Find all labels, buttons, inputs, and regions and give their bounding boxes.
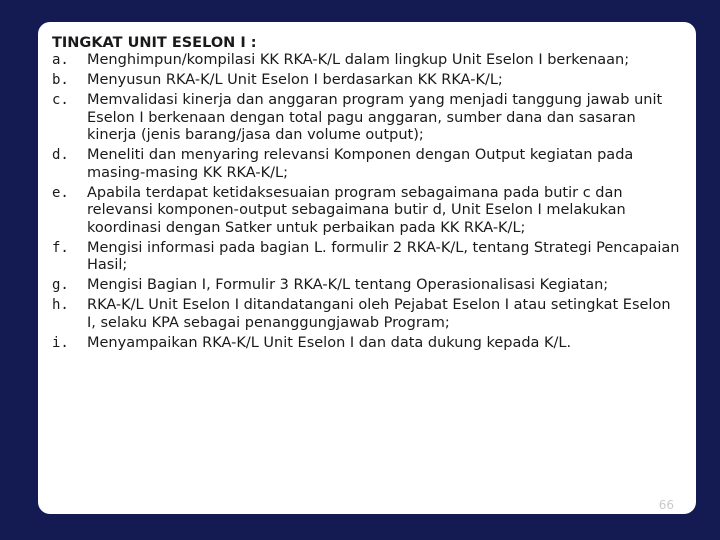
list-marker: f. xyxy=(52,239,69,256)
list-item xyxy=(52,72,682,90)
list-marker: i. xyxy=(52,334,69,351)
list-item-text: Menyusun RKA-K/L Unit Eselon I berdasarkan KK RKA-K/L; xyxy=(87,72,503,88)
list-marker: b. xyxy=(52,72,69,88)
task-list xyxy=(52,52,682,352)
list-item xyxy=(52,297,682,332)
list-item xyxy=(52,52,682,70)
list-item xyxy=(52,240,682,275)
slide-heading: TINGKAT UNIT ESELON I : xyxy=(52,35,257,51)
page-number: 66 xyxy=(658,498,674,512)
list-item-text: Apabila terdapat ketidaksesuaian program sebagaimana pada butir c dan relevansi komponen-output sebagaimana butir d, Unit Eselon I melakukan koordinasi dengan Satker untuk perbaikan pada KK RKA-K/L; xyxy=(87,184,626,236)
list-item-text: Menyampaikan RKA-K/L Unit Eselon I dan data dukung kepada K/L. xyxy=(87,334,572,351)
list-item-text: Menghimpun/kompilasi KK RKA-K/L dalam lingkup Unit Eselon I berkenaan; xyxy=(87,52,630,68)
list-marker: g. xyxy=(52,277,69,293)
list-item xyxy=(52,335,682,353)
list-marker: c. xyxy=(52,92,69,108)
list-marker: e. xyxy=(52,184,69,201)
list-item xyxy=(52,185,682,238)
list-item-text: RKA-K/L Unit Eselon I ditandatangani oleh Pejabat Eselon I atau setingkat Eselon I, selaku KPA sebagai penanggungjawab Program; xyxy=(87,297,671,331)
list-item xyxy=(52,277,682,295)
list-item-text: Memvalidasi kinerja dan anggaran program yang menjadi tanggung jawab unit Eselon I berkenaan dengan total pagu anggaran, sumber dana dan sasaran kinerja (jenis barang/jasa dan volume output); xyxy=(87,92,663,143)
list-marker: a. xyxy=(52,52,69,68)
list-item xyxy=(52,92,682,145)
list-item-text: Mengisi informasi pada bagian L. formulir 2 RKA-K/L, tentang Strategi Pencapaian Hasil; xyxy=(87,239,680,273)
list-item xyxy=(52,147,682,182)
list-marker: h. xyxy=(52,297,69,313)
slide-panel xyxy=(38,22,696,514)
list-item-text: Meneliti dan menyaring relevansi Komponen dengan Output kegiatan pada masing-masing KK RKA-K/L; xyxy=(87,147,634,181)
list-marker: d. xyxy=(52,147,69,163)
list-item-text: Mengisi Bagian I, Formulir 3 RKA-K/L tentang Operasionalisasi Kegiatan; xyxy=(87,277,609,293)
